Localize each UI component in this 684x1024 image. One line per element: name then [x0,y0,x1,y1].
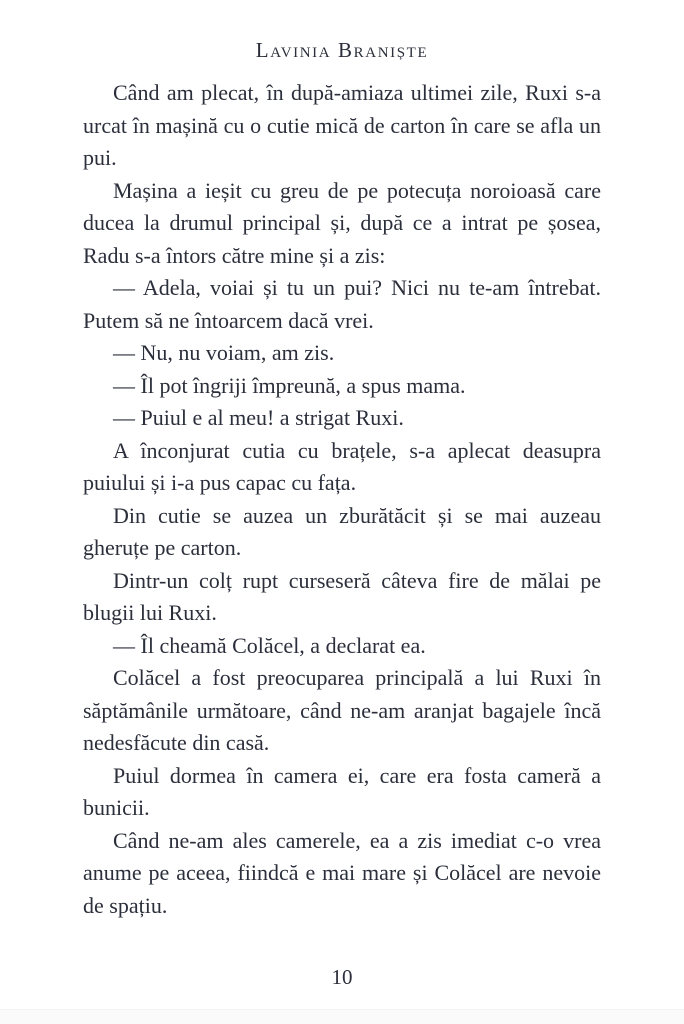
page-bottom-band [0,1009,684,1024]
paragraph: — Nu, nu voiam, am zis. [113,340,335,365]
paragraph: — Adela, voiai și tu un pui? Nici nu te-am întrebat. Putem să ne întoarcem dacă vrei. [83,275,601,333]
paragraph: Puiul dormea în camera ei, care era fosta cameră a bunicii. [83,762,601,820]
paragraph: A înconjurat cutia cu brațele, s-a aplecat deasupra puiului și i-a pus capac cu fața. [83,437,601,495]
paragraph: Dintr-un colț rupt curseseră câteva fire de mălai pe blugii lui Ruxi. [83,567,601,625]
paragraph: Colăcel a fost preocuparea principală a lui Ruxi în săptămânile următoare, când ne-am aranjat bagajele încă nedesfăcute din casă. [83,665,601,755]
paragraph: — Puiul e al meu! a strigat Ruxi. [113,405,404,430]
running-header-author: Lavinia Braniște [255,38,429,62]
paragraph: Mașina a ieșit cu greu de pe potecuța noroioasă care ducea la drumul principal și, după ce a intrat pe șosea, Radu s-a întors către mine și a zis: [83,177,601,268]
paragraph: — Îl pot îngriji împreună, a spus mama. [113,372,466,398]
paragraph: Când am plecat, în după-amiaza ultimei zile, Ruxi s-a urcat în mașină cu o cutie mică de carton în care se afla un pui. [83,80,601,170]
paragraph: Din cutie se auzea un zburătăcit și se mai auzeau gheruțe pe carton. [83,502,601,560]
paragraph: — Îl cheamă Colăcel, a declarat ea. [113,632,426,658]
page-number: 10 [331,965,353,989]
paragraph: Când ne-am ales camerele, ea a zis imediat c-o vrea anume pe aceea, fiindcă e mai mare și Colăcel are nevoie de spațiu. [83,827,601,918]
body-text-block [83,77,601,922]
